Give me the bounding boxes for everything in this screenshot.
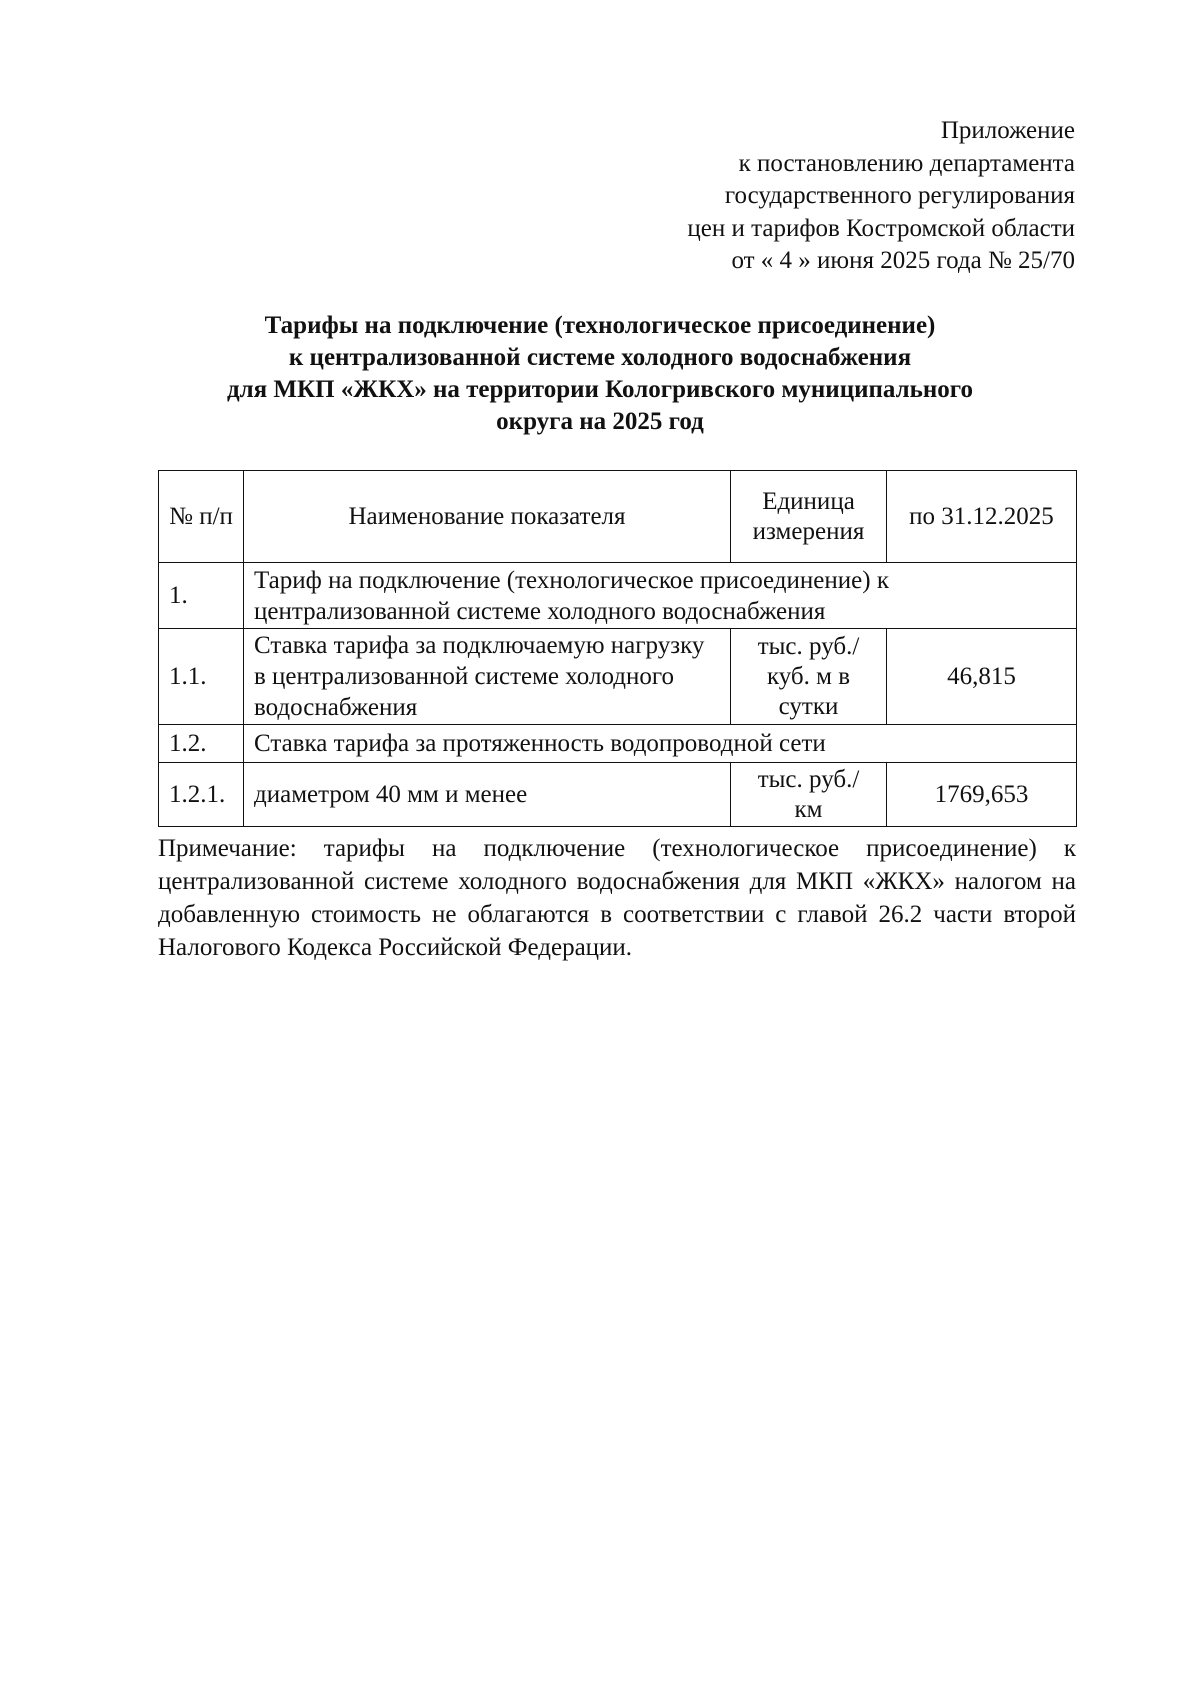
row-value: 46,815 (887, 629, 1077, 725)
row-value: 1769,653 (887, 763, 1077, 827)
row-unit: тыс. руб./ км (731, 763, 887, 827)
row-num: 1.1. (159, 629, 244, 725)
appendix-line: Приложение (940, 117, 1075, 144)
title-line: округа на 2025 год (496, 408, 704, 435)
footnote: Примечание: тарифы на подключение (технологическое присоединение) к централизованной системе холодного водоснабжения для МКП «ЖКХ» налогом на добавленную стоимость не облагаются в соответствии с главой 26.2 части второй Налогового Кодекса Российской Федерации. (158, 835, 1076, 961)
row-name: диаметром 40 мм и менее (244, 763, 731, 827)
row-num: 1.2.1. (159, 763, 244, 827)
table-row (159, 725, 1077, 763)
row-num: 1. (159, 563, 244, 629)
header-period: по 31.12.2025 (887, 471, 1077, 563)
appendix-block (687, 115, 1075, 278)
row-name: Тариф на подключение (технологическое присоединение) к централизованной системе холодного водоснабжения (244, 563, 1077, 629)
appendix-line: цен и тарифов Костромской области (687, 214, 1075, 242)
row-num: 1.2. (159, 725, 244, 763)
title-line: для МКП «ЖКХ» на территории Кологривского муниципального (226, 376, 974, 403)
title-line: к централизованной системе холодного водоснабжения (288, 344, 912, 371)
appendix-line: государственного регулирования (724, 182, 1075, 209)
appendix-line: к постановлению департамента (738, 149, 1075, 177)
document-title (150, 310, 1050, 438)
header-name: Наименование показателя (244, 471, 731, 563)
row-unit: тыс. руб./ куб. м в сутки (731, 629, 887, 725)
table-header-row (159, 471, 1077, 563)
table-row (159, 563, 1077, 629)
header-num: № п/п (159, 471, 244, 563)
table-row (159, 763, 1077, 827)
row-name: Ставка тарифа за протяженность водопроводной сети (244, 725, 1077, 763)
table-row (159, 629, 1077, 725)
row-name: Ставка тарифа за подключаемую нагрузку в централизованной системе холодного водоснабжения (244, 629, 731, 725)
appendix-line: от « 4 » июня 2025 года № 25/70 (731, 247, 1075, 274)
header-unit: Единица измерения (731, 471, 887, 563)
title-line: Тарифы на подключение (технологическое присоединение) (264, 312, 936, 339)
tariff-table (158, 470, 1077, 827)
